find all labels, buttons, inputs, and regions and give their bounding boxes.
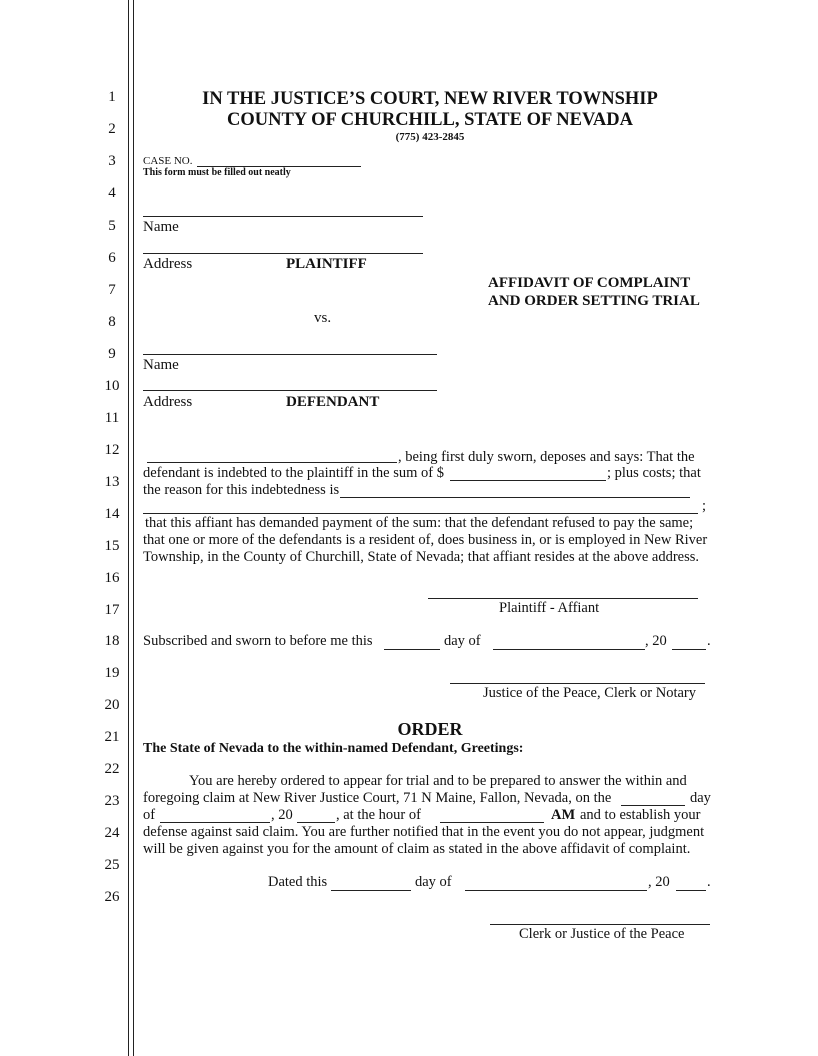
reason-field-2[interactable] [143, 513, 698, 514]
line-number: 10 [104, 378, 120, 394]
dated-year-prefix: , 20 [648, 874, 670, 890]
plaintiff-name-label: Name [143, 219, 179, 235]
order-line-4: defense against said claim. You are further notified that in the event you do not appear, judgment [143, 824, 705, 840]
order-line-3a: of [143, 807, 156, 823]
line-number: 18 [104, 633, 120, 649]
affiant-signature-line[interactable] [428, 598, 698, 599]
line-number: 23 [104, 793, 120, 809]
line-number: 16 [104, 570, 120, 586]
notary-signature-line[interactable] [450, 683, 705, 684]
trial-hour-field[interactable] [440, 822, 544, 823]
affidavit-line-15: that this affiant has demanded payment of the sum: that the defendant refused to pay the same; [145, 515, 694, 531]
defendant-name-label: Name [143, 357, 179, 373]
trial-day-field[interactable] [621, 805, 685, 806]
sworn-month-field[interactable] [493, 649, 645, 650]
affidavit-line-13a: defendant is indebted to the plaintiff in the sum of $ [143, 465, 444, 481]
order-line-3c: , at the hour of [336, 807, 421, 823]
line-number: 17 [104, 602, 120, 618]
line-number: 22 [104, 761, 120, 777]
order-line-3b: , 20 [271, 807, 293, 823]
sworn-year-field[interactable] [672, 649, 706, 650]
dated-day-field[interactable] [331, 890, 411, 891]
reason-semicolon: ; [702, 498, 707, 514]
clerk-signature-label: Clerk or Justice of the Peace [519, 926, 685, 942]
line-number: 14 [104, 506, 120, 522]
line-number: 12 [104, 442, 120, 458]
line-number: 7 [108, 282, 116, 298]
line-number: 20 [104, 697, 120, 713]
order-line-1: You are hereby ordered to appear for trial and to be prepared to answer the within and [189, 773, 687, 789]
left-margin-rule-inner [133, 0, 134, 1056]
affiant-name-field[interactable] [147, 462, 397, 463]
affidavit-line-17: Township, in the County of Churchill, State of Nevada; that affiant resides at the above address. [143, 549, 700, 565]
doc-title-line2: AND ORDER SETTING TRIAL [488, 293, 700, 309]
line-number: 2 [108, 121, 116, 137]
versus: vs. [314, 310, 332, 326]
plaintiff-name-field[interactable] [143, 216, 423, 217]
dated-year-field[interactable] [676, 890, 706, 891]
order-line-2b: day [690, 790, 711, 806]
doc-title-line1: AFFIDAVIT OF COMPLAINT [488, 275, 691, 291]
line-number: 25 [104, 857, 120, 873]
line-number: 24 [104, 825, 120, 841]
line-number: 1 [108, 89, 116, 105]
line-number: 21 [104, 729, 120, 745]
line-number: 5 [108, 218, 116, 234]
order-line-2a: foregoing claim at New River Justice Court, 71 N Maine, Fallon, Nevada, on the [143, 790, 612, 806]
line-number: 13 [104, 474, 120, 490]
order-am: AM [551, 807, 576, 823]
defendant-role: DEFENDANT [286, 394, 380, 410]
sworn-day-of: day of [444, 633, 481, 649]
trial-month-field[interactable] [160, 822, 270, 823]
sworn-year-prefix: , 20 [645, 633, 667, 649]
dated-day-of: day of [415, 874, 452, 890]
order-title: ORDER [397, 719, 463, 739]
line-number: 3 [108, 153, 116, 169]
clerk-signature-line[interactable] [490, 924, 710, 925]
dated-period: . [707, 874, 711, 890]
sworn-period: . [707, 633, 711, 649]
order-greeting: The State of Nevada to the within-named Defendant, Greetings: [143, 741, 524, 756]
sworn-day-field[interactable] [384, 649, 440, 650]
line-number: 26 [104, 889, 120, 905]
line-number: 8 [108, 314, 116, 330]
affidavit-line-13c: the reason for this indebtedness is [143, 482, 340, 498]
line-number: 11 [104, 410, 120, 426]
case-no-label: CASE NO. [143, 155, 193, 167]
dated-month-field[interactable] [465, 890, 647, 891]
line-number: 6 [108, 250, 116, 266]
plaintiff-address-field[interactable] [143, 253, 423, 254]
plaintiff-role: PLAINTIFF [286, 256, 367, 272]
left-margin-rule [128, 0, 129, 1056]
sworn-prefix: Subscribed and sworn to before me this [143, 633, 373, 649]
order-line-5: will be given against you for the amount of claim as stated in the above affidavit of complaint. [143, 841, 691, 857]
line-number: 9 [108, 346, 116, 362]
defendant-address-label: Address [143, 394, 193, 410]
notary-signature-label: Justice of the Peace, Clerk or Notary [483, 685, 696, 701]
court-heading: IN THE JUSTICE’S COURT, NEW RIVER TOWNSHIP [202, 89, 658, 109]
line-number: 19 [104, 665, 120, 681]
order-line-3d: and to establish your [580, 807, 701, 823]
trial-year-field[interactable] [297, 822, 335, 823]
affidavit-line-13b: ; plus costs; that [607, 465, 701, 481]
county-heading: COUNTY OF CHURCHILL, STATE OF NEVADA [226, 110, 633, 130]
court-phone: (775) 423-2845 [395, 131, 465, 143]
affidavit-line-16: that one or more of the defendants is a resident of, does business in, or is employed in New River [143, 532, 708, 548]
reason-field[interactable] [340, 497, 690, 498]
affiant-signature-label: Plaintiff - Affiant [499, 600, 600, 616]
line-number: 15 [104, 538, 120, 554]
dated-label: Dated this [268, 874, 328, 890]
line-number: 4 [108, 185, 116, 201]
affidavit-line-12: , being first duly sworn, deposes and says: That the [398, 449, 695, 465]
defendant-name-field[interactable] [143, 354, 437, 355]
plaintiff-address-label: Address [143, 256, 193, 272]
defendant-address-field[interactable] [143, 390, 437, 391]
form-note: This form must be filled out neatly [143, 167, 291, 178]
sum-field[interactable] [450, 480, 606, 481]
